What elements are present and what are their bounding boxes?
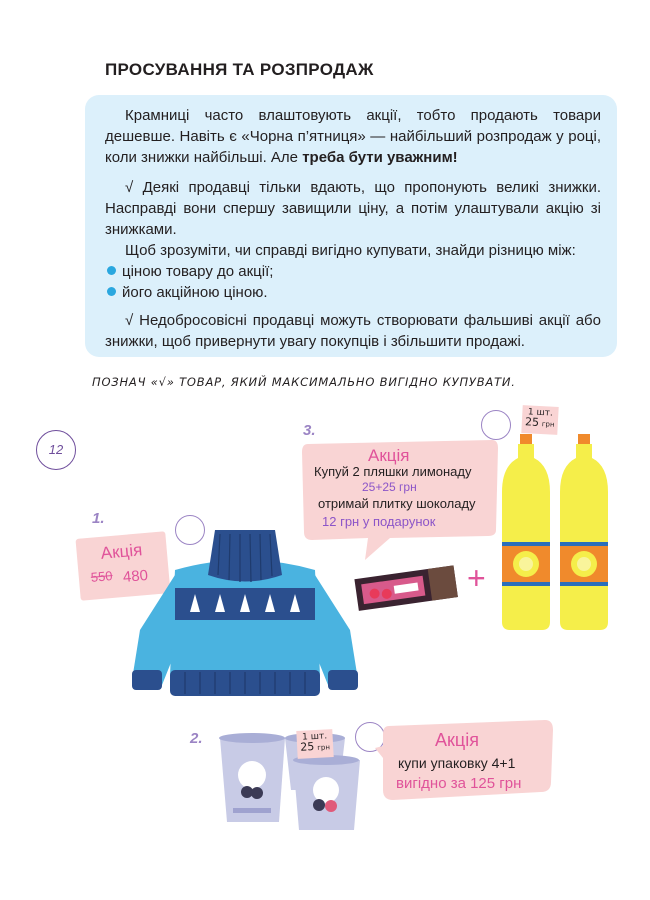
info-paragraph-4: √ Недобросовісні продавці можуть створювати фальшиві акції або знижки, щоб привернути увагу покупців і збільшити продажі. [105,312,601,350]
bullet-dot-icon [107,266,116,275]
item-3-offer-line-2: 25+25 грн [362,480,417,494]
info-paragraph-1-text: Крамниці часто влаштовують акції, тобто продають товари дешевше. Навіть є «Чорна п’ятниця» — найбільший розпродаж у році, коли знижки найбільші. Але [105,107,601,166]
info-box [85,95,617,357]
item-2-price-tag [296,729,333,759]
item-2-offer-line-1: купи упаковку 4+1 [398,755,516,771]
item-2-tag-qty: 1 шт. [301,731,328,743]
item-3-offer-line-4: 12 грн у подарунок [322,514,436,529]
item-1-new-price: 480 [122,566,149,587]
item-2-sale-label: Акція [435,730,479,750]
item-3-tag-qty: 1 шт. [527,407,554,419]
info-bullet-1: ціною товару до акції; [107,261,273,282]
item-3-number: 3. [303,422,316,439]
info-paragraph-1 [105,105,601,168]
item-3-sale-label: Акція [368,446,410,465]
section-title: ПРОСУВАННЯ ТА РОЗПРОДАЖ [105,60,374,79]
task-instruction: ПОЗНАЧ «√» ТОВАР, ЯКИЙ МАКСИМАЛЬНО ВИГІДНО КУПУВАТИ. [92,375,516,389]
item-3-tag-price: 25 грн [524,415,555,429]
item-1-old-price: 550 [90,567,114,585]
item-2-tag-price: 25 грн [300,740,331,754]
item-1-number: 1. [92,510,105,527]
item-3-offer-line-3: отримай плитку шоколаду [318,496,476,511]
info-paragraph-3: Щоб зрозуміти, чи справді вигідно купувати, знайди різницю між: [125,242,576,259]
lemonade-bottles-image [500,432,615,632]
plus-sign: + [467,560,486,596]
info-bullet-2: його акційною ціною. [107,282,268,303]
chocolate-bar-image [352,562,462,612]
item-2-offer-line-2: вигідно за 125 грн [396,775,522,792]
item-2-number: 2. [190,730,203,747]
item-3-price-tag [521,405,558,435]
info-paragraph-2: √ Деякі продавці тільки вдають, що пропонують великі знижки. Насправді вони спершу завищили ціну, а потім улаштували акцію зі знижками. [105,179,601,238]
bullet-dot-icon [107,287,116,296]
info-warning-bold: треба бути уважним! [302,149,458,166]
page-number: 12 [36,430,76,470]
item-1-sale-label: Акція [99,540,143,563]
item-3-offer-line-1: Купуй 2 пляшки лимонаду [314,464,472,479]
yogurt-cups-image [215,730,365,830]
